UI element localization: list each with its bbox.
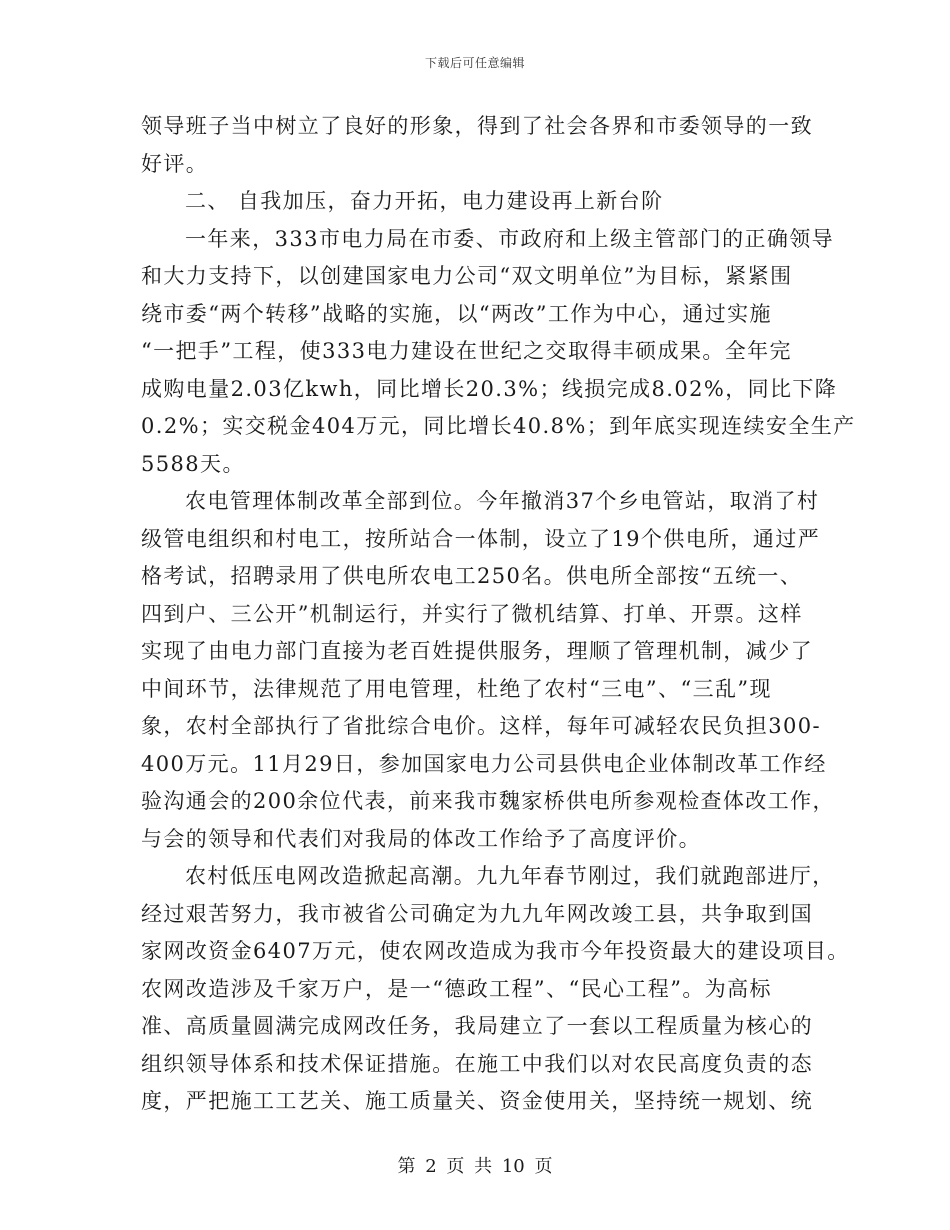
text-line: 与会的领导和代表们对我局的体改工作给予了高度评价。 bbox=[141, 826, 701, 851]
page-header: 下载后可任意编辑 bbox=[424, 56, 525, 70]
text-line: 实现了由电力部门直接为老百姓提供服务，理顺了管理机制，减少了 bbox=[141, 639, 813, 663]
document-body bbox=[141, 108, 856, 1121]
text-line: 验沟通会的200余位代表，前来我市魏家桥供电所参观检查体改工作， bbox=[141, 789, 835, 813]
text-line: 绕市委“两个转移”战略的实施，以“两改”工作为中心，通过实施 bbox=[141, 301, 772, 326]
text-line: 经过艰苦努力，我市被省公司确定为九九年网改竣工县，共争取到国 bbox=[141, 901, 813, 926]
text-line: 领导班子当中树立了良好的形象，得到了社会各界和市委领导的一致 bbox=[141, 114, 813, 138]
text-line: 400万元。11月29日，参加国家电力公司县供电企业体制改革工作经 bbox=[141, 751, 827, 776]
text-line: 5588天。 bbox=[141, 451, 245, 476]
text-line: 组织领导体系和技术保证措施。在施工中我们以对农民高度负责的态 bbox=[141, 1051, 813, 1076]
text-line: 农网改造涉及千家万户，是一“德政工程”、“民心工程”。为高标 bbox=[141, 976, 772, 1001]
paragraph-first-line: 农电管理体制改革全部到位。今年撤消37个乡电管站，取消了村 bbox=[185, 489, 820, 513]
text-line: 成购电量2.03亿kwh，同比增长20.3%；线损完成8.02%，同比下降 bbox=[141, 376, 838, 401]
page-number-footer: 第 2 页 共 10 页 bbox=[397, 1156, 553, 1177]
paragraph-first-line: 农村低压电网改造掀起高潮。九九年春节刚过，我们就跑部进厅， bbox=[185, 864, 835, 888]
section-heading: 二、 自我加压，奋力开拓，电力建设再上新台阶 bbox=[185, 189, 664, 213]
text-line: 家网改资金6407万元，使农网改造成为我市今年投资最大的建设项目。 bbox=[141, 939, 850, 963]
text-line: 四到户、三公开”机制运行，并实行了微机结算、打单、开票。这样 bbox=[141, 601, 803, 626]
text-line: “一把手”工程，使333电力建设在世纪之交取得丰硕成果。全年完 bbox=[141, 339, 792, 363]
text-line: 格考试，招聘录用了供电所农电工250名。供电所全部按“五统一、 bbox=[141, 564, 803, 588]
text-line: 好评。 bbox=[141, 151, 209, 176]
text-line: 度，严把施工工艺关、施工质量关、资金使用关，坚持统一规划、统 bbox=[141, 1089, 813, 1113]
text-line: 0.2%；实交税金404万元，同比增长40.8%；到年底实现连续安全生产 bbox=[141, 414, 856, 438]
text-line: 中间环节，法律规范了用电管理，杜绝了农村“三电”、“三乱”现 bbox=[141, 676, 772, 701]
paragraph-first-line: 一年来，333市电力局在市委、市政府和上级主管部门的正确领导 bbox=[185, 226, 835, 251]
text-line: 象，农村全部执行了省批综合电价。这样，每年可减轻农民负担300- bbox=[141, 714, 821, 738]
text-line: 和大力支持下，以创建国家电力公司“双文明单位”为目标，紧紧围 bbox=[141, 264, 793, 288]
text-line: 级管电组织和村电工，按所站合一体制，设立了19个供电所，通过严 bbox=[141, 526, 821, 551]
text-line: 准、高质量圆满完成网改任务，我局建立了一套以工程质量为核心的 bbox=[141, 1014, 813, 1038]
